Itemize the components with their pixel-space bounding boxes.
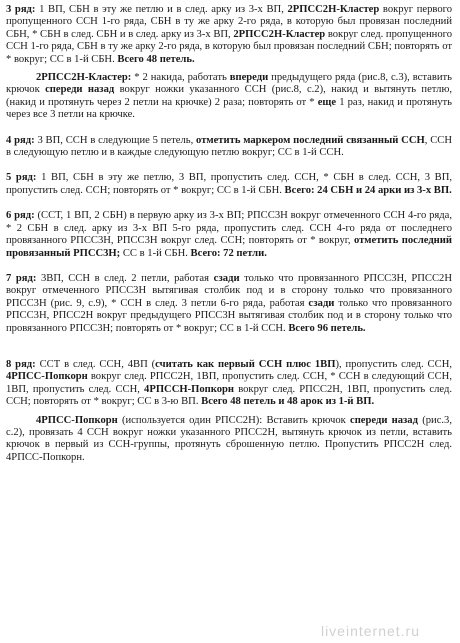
row-6-paragraph: [6, 210, 452, 260]
bold-text-run: еще: [317, 96, 337, 108]
bold-text-run: 2РПСС2Н-Кластер: [233, 28, 326, 40]
text-run: 1 ВП, СБН в эту же петлю, 3 ВП, пропустить след. ССН, * СБН в след. ССН, 3 ВП, пропустить след. ССН; повторять от * вокруг; СС в 1-й СБН.: [6, 172, 453, 196]
cluster-definition-paragraph: [6, 72, 452, 122]
bold-text-run: сзади: [213, 272, 240, 284]
text-run: вокруг след. пропущенного ССН 1-го ряда, СБН в ту же арку 2-го ряда, в которую был провязан последний СБН; повторять от * вокруг; СС в 1-й СБН.: [6, 28, 453, 65]
bold-text-run: впереди: [229, 72, 269, 84]
text-run: предыдущего ряда (рис.8, с.3), вставить крючок: [6, 72, 452, 96]
bold-text-run: считать как первый ССН плюс 1ВП: [155, 358, 336, 370]
bold-text-run: Всего: 72 петли.: [190, 247, 267, 259]
bold-text-run: отметить последний провязанный РПСС3Н;: [6, 235, 452, 259]
bold-text-run: спереди назад: [45, 84, 115, 96]
popcorn-definition-paragraph: [6, 415, 452, 465]
text-run: 3ВП, ССН в след. 2 петли, работая: [40, 272, 214, 284]
text-run: вокруг след. РПСС2Н, 1ВП, пропустить след. ССН; повторять от * вокруг; СС в 3-ю ВП.: [6, 383, 452, 408]
bold-text-run: 2РПСС2Н-Кластер: [287, 4, 380, 15]
row-7-paragraph: [6, 273, 452, 335]
bold-text-run: сзади: [308, 297, 335, 309]
bold-text-run: Всего: 24 СБН и 24 арки из 3-х ВП.: [284, 184, 452, 196]
bold-text-run: Всего 48 петель и 48 арок из 1-й ВП.: [201, 396, 375, 408]
text-run: только что провязанного РПСС3Н, РПСС2Н вокруг предыдущего РПСС3Н вытягивая столбик под и в сторону только что провязанного РПСС3Н; повторять от * вокруг; СС в 1-й ССН.: [6, 297, 452, 334]
text-run: 1 раз, накид и протянуть через все 3 петли на крючке.: [6, 96, 452, 121]
text-run: СС в 1-й СБН.: [120, 247, 191, 259]
text-run: * 2 накида, работать: [131, 72, 230, 84]
text-run: вокруг ножки указанного ССН (рис.8, с.2), накид и вытянуть петлю, (накид и протянуть через 2 петли на крючке) 2 раза; повторять от *: [6, 84, 453, 108]
bold-text-run: 3 ряд:: [6, 4, 40, 15]
row-4-paragraph: [6, 135, 452, 160]
bold-text-run: 8 ряд:: [6, 358, 40, 370]
text-run: (ССТ, 1 ВП, 2 СБН) в первую арку из 3-х ВП; РПСС3Н вокруг отмеченного ССН 4-го ряда, * 2 СБН в след. арку из 3-х ВП 5-го ряда, пропустить след. ССН 4-го ряда от последнего провязанного РПСС3Н, РПСС3Н вокруг след. ССН; повторять от * вокруг,: [6, 210, 452, 247]
text-run: ), пропустить след. ССН,: [335, 358, 452, 370]
row-5-paragraph: [6, 172, 452, 197]
bold-text-run: 4РПСС-Попкорн: [36, 414, 118, 426]
text-run: вокруг след. РПСС2Н, 1ВП, пропустить след. ССН, * ССН в следующий ССН, 1ВП, пропустить след. ССН,: [6, 371, 452, 395]
bold-text-run: 7 ряд:: [6, 272, 41, 284]
row-3-paragraph: [6, 4, 452, 66]
text-run: ССТ в след. ССН, 4ВП (: [39, 358, 156, 370]
text-run: вокруг первого пропущенного ССН 1-го ряда, СБН в ту же арку 2-го ряда, в которую был провязан последний СБН, * СБН в след. СБН и в след. арку из 3-х ВП,: [6, 4, 452, 40]
site-watermark: liveinternet.ru: [320, 623, 420, 639]
bold-text-run: Всего 48 петель.: [117, 53, 195, 65]
row-8-paragraph: [6, 359, 452, 409]
bold-text-run: 4РПССН-Попкорн: [144, 383, 235, 395]
bold-text-run: отметить маркером последний связанный ССН: [196, 134, 425, 146]
text-run: 3 ВП, ССН в следующие 5 петель,: [37, 134, 197, 146]
text-run: только что провязанного РПСС3Н, РПСС2Н вокруг отмеченного РПСС3Н вытягивая столбик под и в сторону только что провязанного РПСС3Н (рис. 9, с.9), * ССН в след. 3 петли 6-го ряда, работая: [6, 272, 453, 309]
bold-text-run: Всего 96 петель.: [288, 322, 366, 334]
text-run: 1 ВП, СБН в эту же петлю и в след. арку из 3-х ВП,: [39, 4, 288, 15]
text-run: , ССН в следующую петлю и в каждые следующую петлю вокруг; СС в 1-й ССН.: [6, 134, 452, 159]
bold-text-run: 6 ряд:: [6, 210, 38, 222]
text-run: (используется один РПСС2Н): Вставить крючок: [117, 414, 350, 426]
text-run: (рис.3, с.2), провязать 4 ССН вокруг ножки указанного РПСС2Н, вытянуть крючок из петли, вставить крючок в первый из ССН-группы, протянуть сброшенную петлю. Пропустить РПСС2Н след. 4РПСС-Попкорн.: [6, 414, 452, 463]
bold-text-run: 5 ряд:: [6, 172, 42, 184]
bold-text-run: 2РПСС2Н-Кластер:: [36, 72, 132, 84]
bold-text-run: спереди назад: [350, 414, 418, 426]
bold-text-run: 4РПСС-Попкорн: [6, 371, 88, 383]
bold-text-run: 4 ряд:: [6, 134, 38, 146]
